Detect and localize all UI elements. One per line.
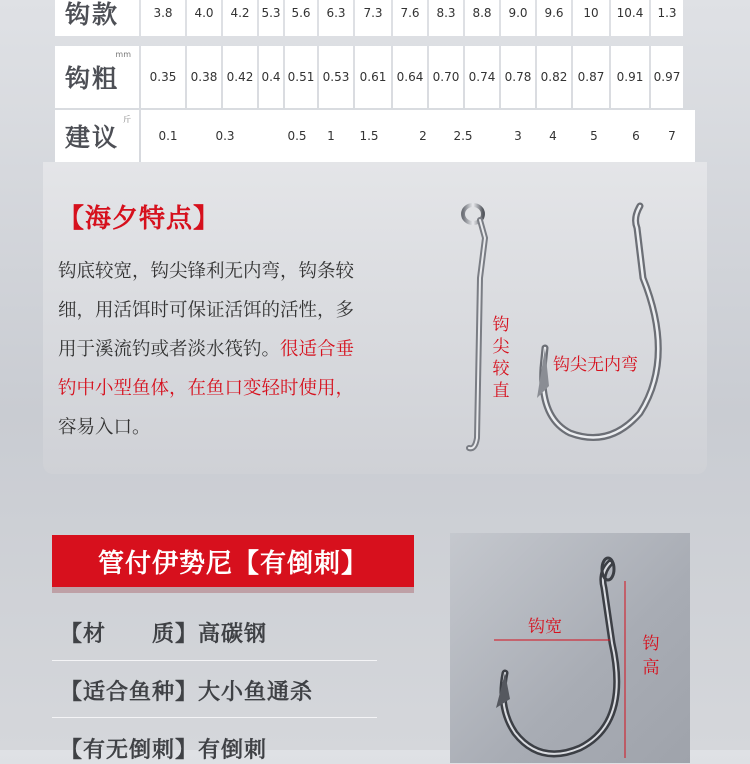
spec-cell: 0.82 xyxy=(537,46,571,108)
product-attr-material: 【材 质】高碳钢 xyxy=(60,622,268,647)
spec-cell: 1.5 xyxy=(359,129,379,143)
spec-cell: 8.3 xyxy=(429,0,463,36)
spec-cell: 0.78 xyxy=(501,46,535,108)
product-attr-fish: 【适合鱼种】大小鱼通杀 xyxy=(60,680,314,705)
product-attr-barb: 【有无倒刺】有倒刺 xyxy=(60,738,268,763)
spec-label: 钩粗 mm xyxy=(55,46,139,108)
feature-description xyxy=(58,252,403,447)
spec-cell: 9.0 xyxy=(501,0,535,36)
desc-line: 钓中小型鱼体，在鱼口变轻时使用， xyxy=(58,378,355,399)
spec-cell: 6.3 xyxy=(319,0,353,36)
spec-cell: 5.3 xyxy=(259,0,283,36)
spec-row-suggest xyxy=(55,110,695,162)
curved-hook-illustration xyxy=(525,198,695,453)
spec-cells xyxy=(141,0,695,36)
desc-line: 用于溪流钓或者淡水筏钓。很适合垂 xyxy=(58,339,355,360)
feature-title: 【海夕特点】 xyxy=(58,204,221,234)
spec-cell: 1 xyxy=(327,129,335,143)
spec-cell: 0.64 xyxy=(393,46,427,108)
spec-cell: 0.74 xyxy=(465,46,499,108)
callout-no-inner-bend: 钩尖无内弯 xyxy=(553,355,638,375)
spec-cell: 7.3 xyxy=(355,0,391,36)
spec-cell: 6 xyxy=(632,129,640,143)
spec-label: 建议 斤 xyxy=(55,110,139,162)
spec-cell: 10 xyxy=(573,0,609,36)
spec-cell: 7.6 xyxy=(393,0,427,36)
spec-cell: 4.0 xyxy=(187,0,221,36)
spec-cell: 0.35 xyxy=(141,46,185,108)
spec-cell: 9.6 xyxy=(537,0,571,36)
spec-cells xyxy=(141,110,695,162)
spec-cell: 2 xyxy=(419,129,427,143)
desc-line: 细，用活饵时可保证活饵的活性，多 xyxy=(58,300,355,321)
spec-cell: 0.91 xyxy=(611,46,649,108)
callout-straight-point: 钩尖较直 xyxy=(492,315,510,401)
spec-cell: 0.70 xyxy=(429,46,463,108)
spec-cell: 4.2 xyxy=(223,0,257,36)
spec-cell: 0.5 xyxy=(287,129,307,143)
spec-cells xyxy=(141,46,695,108)
spec-cell: 3 xyxy=(514,129,522,143)
spec-cell: 5.6 xyxy=(285,0,317,36)
spec-cell: 3.8 xyxy=(141,0,185,36)
spec-cell: 0.3 xyxy=(215,129,235,143)
dim-width-label: 钩宽 xyxy=(528,617,562,637)
spec-cell: 0.87 xyxy=(573,46,609,108)
spec-cell: 0.1 xyxy=(158,129,178,143)
spec-cell: 5 xyxy=(590,129,598,143)
unit-label: mm xyxy=(115,50,131,59)
spec-row-model xyxy=(55,0,695,36)
desc-line: 钩底较宽，钩尖锋利无内弯，钩条较 xyxy=(58,261,355,282)
spec-cell: 0.42 xyxy=(223,46,257,108)
spec-cell: 10.4 xyxy=(611,0,649,36)
spec-label: 钩款 xyxy=(55,0,139,36)
spec-cell: 0.51 xyxy=(285,46,317,108)
spec-cell: 1.3 xyxy=(651,0,683,36)
spec-cell: 0.97 xyxy=(651,46,683,108)
spec-cell: 0.53 xyxy=(319,46,353,108)
unit-label: 斤 xyxy=(123,115,131,124)
spec-cell: 2.5 xyxy=(453,129,473,143)
desc-line: 容易入口。 xyxy=(58,417,151,438)
spec-cell: 0.38 xyxy=(187,46,221,108)
spec-cell: 7 xyxy=(668,129,676,143)
spec-cell: 4 xyxy=(549,129,557,143)
spec-cell: 0.61 xyxy=(355,46,391,108)
dim-height-label: 钩高 xyxy=(642,634,660,678)
banner-shadow xyxy=(52,587,414,593)
divider xyxy=(52,660,377,661)
divider xyxy=(52,717,377,718)
spec-cell: 0.4 xyxy=(259,46,283,108)
product-title-banner: 管付伊势尼【有倒刺】 xyxy=(52,535,414,587)
spec-row-thickness xyxy=(55,46,695,108)
spec-cell: 8.8 xyxy=(465,0,499,36)
